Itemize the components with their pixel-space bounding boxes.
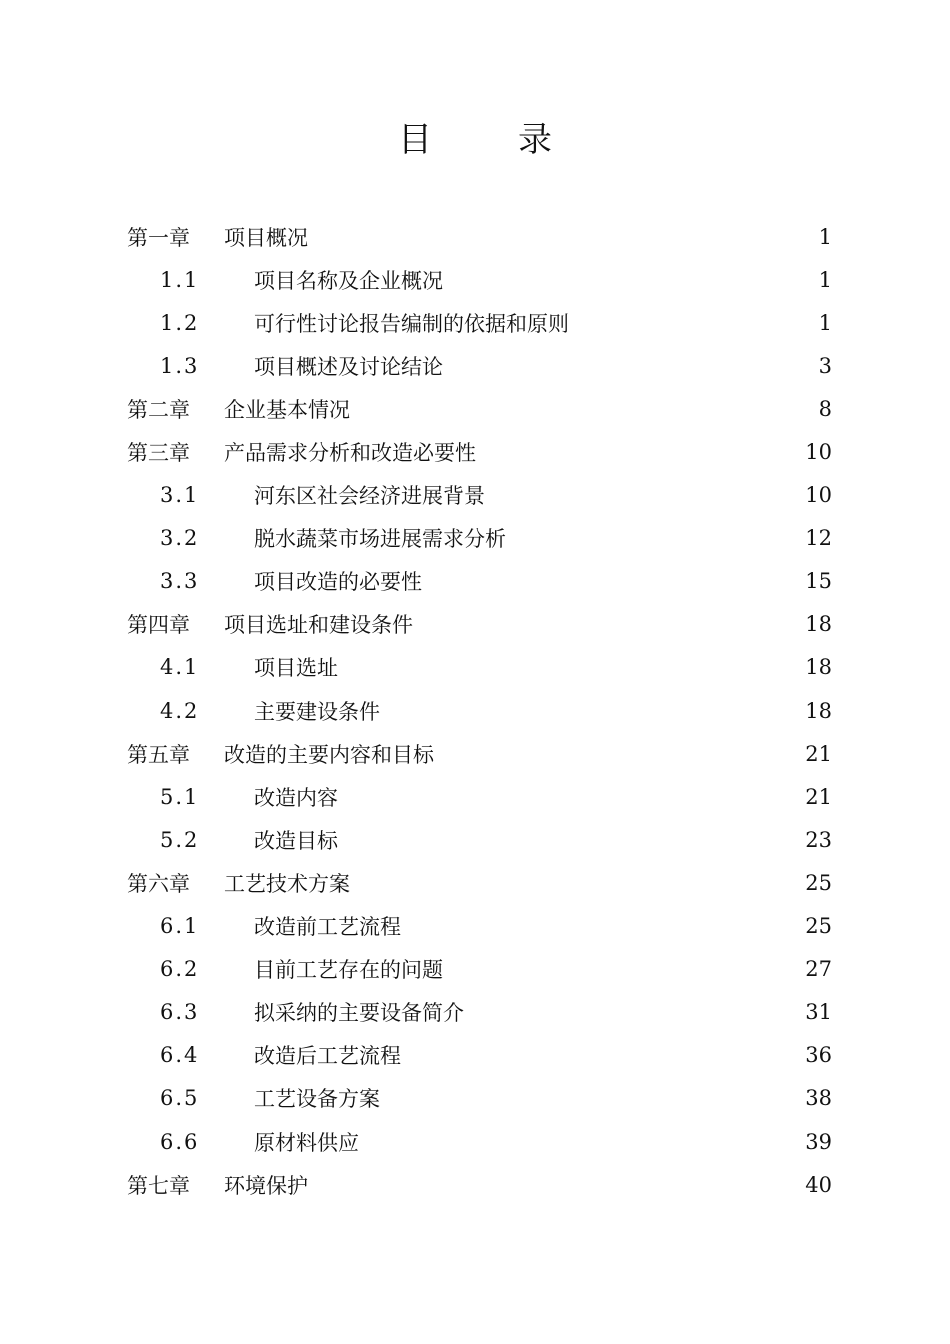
toc-entry-title: 改造的主要内容和目标: [224, 742, 434, 767]
toc-entry-number: 6.2: [160, 957, 200, 982]
toc-section-entry[interactable]: [127, 1034, 832, 1077]
toc-entry-title: 改造前工艺流程: [254, 915, 401, 940]
toc-entry-title: 原材料供应: [254, 1130, 359, 1155]
toc-section-entry[interactable]: [127, 775, 832, 818]
toc-section-entry[interactable]: [127, 301, 832, 344]
toc-entry-title: 可行性讨论报告编制的依据和原则: [254, 311, 569, 336]
toc-entry-number: 6.6: [160, 1129, 200, 1154]
toc-section-entry[interactable]: [127, 258, 832, 301]
toc-entry-number: 1.1: [160, 267, 200, 292]
toc-entry-title: 主要建设条件: [254, 699, 380, 724]
toc-entry-page-number: 25: [805, 914, 832, 939]
toc-entry-number: 5.2: [160, 827, 200, 852]
toc-entry-number: 1.3: [160, 353, 200, 378]
toc-entry-page-number: 15: [805, 569, 832, 594]
toc-entry-number: 6.1: [160, 914, 200, 939]
toc-entry-page-number: 1: [818, 267, 832, 292]
toc-entry-number: 第七章: [127, 1173, 190, 1198]
toc-section-entry[interactable]: [127, 646, 832, 689]
toc-entry-page-number: 21: [805, 784, 832, 809]
toc-chapter-entry[interactable]: [127, 603, 832, 646]
toc-entry-title: 企业基本情况: [224, 397, 350, 422]
toc-entry-title: 项目选址和建设条件: [224, 613, 413, 638]
toc-entry-title: 拟采纳的主要设备简介: [254, 1001, 464, 1026]
toc-chapter-entry[interactable]: [127, 861, 832, 904]
toc-entry-number: 第一章: [127, 225, 190, 250]
toc-entry-title: 河东区社会经济进展背景: [254, 484, 485, 509]
toc-entry-number: 第四章: [127, 613, 190, 638]
toc-section-entry[interactable]: [127, 1077, 832, 1120]
toc-entry-number: 第五章: [127, 742, 190, 767]
toc-section-entry[interactable]: [127, 818, 832, 861]
toc-entry-page-number: 8: [818, 396, 832, 421]
toc-entry-title: 项目改造的必要性: [254, 570, 422, 595]
toc-chapter-entry[interactable]: [127, 387, 832, 430]
toc-title: [0, 116, 950, 164]
toc-entry-title: 项目概况: [224, 225, 308, 250]
toc-title-first-char: 目: [398, 120, 432, 160]
toc-entry-page-number: 27: [805, 957, 832, 982]
toc-entry-title: 改造目标: [254, 828, 338, 853]
toc-title-second-char: 录: [518, 120, 552, 160]
toc-entry-number: 4.2: [160, 698, 200, 723]
toc-entry-title: 工艺设备方案: [254, 1087, 380, 1112]
toc-section-entry[interactable]: [127, 991, 832, 1034]
toc-section-entry[interactable]: [127, 689, 832, 732]
toc-chapter-entry[interactable]: [127, 1163, 832, 1206]
toc-entry-number: 3.2: [160, 526, 200, 551]
toc-entry-page-number: 18: [805, 655, 832, 680]
toc-section-entry[interactable]: [127, 560, 832, 603]
toc-entry-page-number: 40: [805, 1172, 832, 1197]
toc-section-entry[interactable]: [127, 344, 832, 387]
toc-section-entry[interactable]: [127, 905, 832, 948]
toc-entry-title: 项目概述及讨论结论: [254, 354, 443, 379]
toc-entry-page-number: 36: [805, 1043, 832, 1068]
toc-entry-number: 3.1: [160, 483, 200, 508]
toc-entry-number: 6.3: [160, 1000, 200, 1025]
toc-entry-number: 第二章: [127, 397, 190, 422]
toc-entry-number: 第三章: [127, 441, 190, 466]
toc-entry-title: 脱水蔬菜市场进展需求分析: [254, 527, 506, 552]
toc-entry-page-number: 18: [805, 612, 832, 637]
toc-entry-page-number: 21: [805, 741, 832, 766]
toc-entry-page-number: 10: [805, 440, 832, 465]
toc-chapter-entry[interactable]: [127, 430, 832, 473]
toc-chapter-entry[interactable]: [127, 732, 832, 775]
toc-entry-title: 产品需求分析和改造必要性: [224, 441, 476, 466]
toc-entry-number: 1.2: [160, 310, 200, 335]
toc-entry-page-number: 12: [805, 526, 832, 551]
toc-entry-page-number: 39: [805, 1129, 832, 1154]
toc-entry-title: 目前工艺存在的问题: [254, 958, 443, 983]
toc-entry-page-number: 1: [818, 310, 832, 335]
toc-entry-number: 第六章: [127, 871, 190, 896]
toc-entry-number: 6.5: [160, 1086, 200, 1111]
toc-section-entry[interactable]: [127, 474, 832, 517]
toc-entry-page-number: 31: [805, 1000, 832, 1025]
toc-entry-title: 项目名称及企业概况: [254, 268, 443, 293]
toc-entry-page-number: 3: [818, 353, 832, 378]
toc-entry-title: 项目选址: [254, 656, 338, 681]
toc-entry-page-number: 23: [805, 827, 832, 852]
toc-entry-page-number: 18: [805, 698, 832, 723]
toc-section-entry[interactable]: [127, 948, 832, 991]
toc-entry-title: 工艺技术方案: [224, 871, 350, 896]
toc-section-entry[interactable]: [127, 517, 832, 560]
toc-entry-number: 5.1: [160, 784, 200, 809]
title-spacer: [445, 116, 505, 164]
toc-entry-number: 4.1: [160, 655, 200, 680]
toc-entry-page-number: 1: [818, 224, 832, 249]
toc-entry-title: 改造后工艺流程: [254, 1044, 401, 1069]
toc-entry-page-number: 25: [805, 870, 832, 895]
toc-entry-page-number: 10: [805, 483, 832, 508]
toc-chapter-entry[interactable]: [127, 215, 832, 258]
toc-entry-number: 3.3: [160, 569, 200, 594]
table-of-contents: [127, 215, 832, 1206]
toc-entry-number: 6.4: [160, 1043, 200, 1068]
toc-entry-title: 环境保护: [224, 1173, 308, 1198]
toc-section-entry[interactable]: [127, 1120, 832, 1163]
toc-entry-title: 改造内容: [254, 785, 338, 810]
toc-entry-page-number: 38: [805, 1086, 832, 1111]
